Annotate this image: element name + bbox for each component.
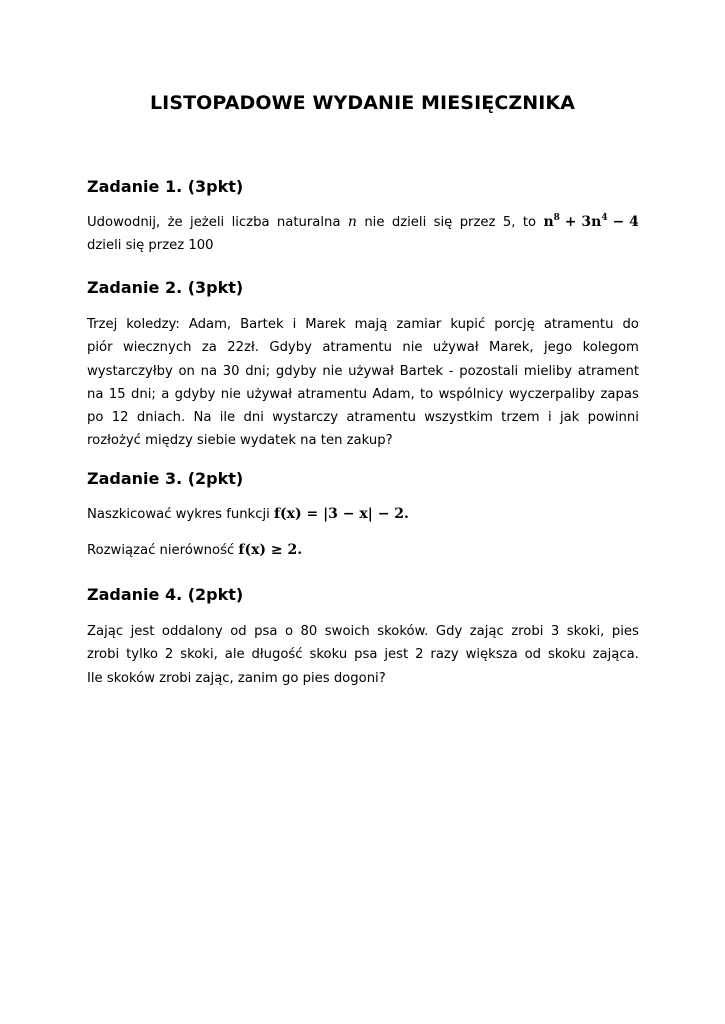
word: kupić bbox=[450, 317, 486, 332]
word: skoku bbox=[547, 647, 586, 663]
word: Adam, bbox=[372, 386, 415, 402]
word: zrobi bbox=[87, 647, 120, 663]
task-3 bbox=[87, 469, 639, 563]
word: trzem bbox=[501, 410, 540, 426]
task-2-line-1-text bbox=[87, 313, 639, 336]
word: on bbox=[178, 363, 195, 379]
word: zamiar bbox=[396, 317, 442, 332]
word: gdyby bbox=[275, 363, 317, 379]
word: porcję bbox=[494, 317, 535, 332]
word: wiecznych bbox=[122, 340, 192, 356]
word: 2 bbox=[415, 647, 424, 663]
task-1-line-1 bbox=[87, 211, 639, 234]
word: piór bbox=[87, 340, 113, 356]
task-4-line-1 bbox=[87, 620, 639, 643]
word: skoki, bbox=[566, 624, 605, 639]
word: 3 bbox=[550, 624, 560, 639]
word: zrobi bbox=[511, 624, 544, 639]
word: Adam, bbox=[188, 317, 232, 332]
word: razy bbox=[430, 647, 459, 663]
task-2-line-3-text bbox=[87, 360, 639, 383]
word: i bbox=[547, 410, 552, 426]
task-3-heading: Zadanie 3. (2pkt) bbox=[87, 469, 244, 488]
word: Zając bbox=[87, 624, 124, 639]
word: po bbox=[87, 410, 104, 426]
word: Bartek bbox=[240, 317, 284, 332]
word: 22zł. bbox=[227, 340, 259, 356]
word: Trzej bbox=[87, 317, 118, 332]
word: wyczerpaliby bbox=[508, 386, 596, 402]
word: skoków. bbox=[377, 624, 429, 639]
word: mieliby bbox=[523, 363, 573, 379]
word: używał bbox=[432, 340, 479, 356]
task-2-line-5 bbox=[87, 406, 639, 429]
task-4-text bbox=[87, 620, 639, 690]
task-2-line-2 bbox=[87, 336, 639, 359]
task-4-line-1-text bbox=[87, 620, 639, 643]
word: do bbox=[622, 317, 639, 332]
word: - bbox=[448, 363, 454, 379]
word: atramentu bbox=[322, 340, 392, 356]
word: nie bbox=[322, 363, 343, 379]
exponent: 4 bbox=[601, 213, 608, 223]
word: atramentu bbox=[543, 317, 614, 332]
word: psa bbox=[254, 624, 278, 639]
word: to bbox=[420, 386, 434, 402]
word: gdyby bbox=[174, 386, 216, 402]
word: 15 bbox=[108, 386, 126, 402]
word: oddalony bbox=[161, 624, 223, 639]
word: jest bbox=[384, 647, 409, 663]
word: Gdy bbox=[435, 624, 463, 639]
word: liczba bbox=[231, 215, 270, 230]
task-1-expression: $n^8 + 3n^4 - 4$ bbox=[543, 213, 639, 230]
word: pies bbox=[611, 624, 639, 639]
word: tylko bbox=[126, 647, 158, 663]
word: Na bbox=[193, 410, 212, 426]
word: używał bbox=[348, 363, 394, 379]
word: wszystkim bbox=[424, 410, 493, 426]
word: dniach. bbox=[136, 410, 186, 426]
word: wystarczyłby bbox=[87, 363, 173, 379]
word: na bbox=[87, 386, 104, 402]
word: ile bbox=[219, 410, 236, 426]
task-2 bbox=[87, 278, 639, 453]
word: 12 bbox=[111, 410, 129, 426]
task-1 bbox=[87, 177, 639, 258]
word: 2 bbox=[164, 647, 174, 663]
word: się bbox=[433, 215, 453, 230]
word: atramentu bbox=[297, 386, 367, 402]
task-3-part-1-text: Naszkicować wykres funkcji bbox=[87, 507, 270, 522]
task-3-part-1 bbox=[87, 503, 639, 526]
task-2-line-4-text bbox=[87, 383, 639, 406]
word: 5, bbox=[502, 215, 516, 230]
word: atrament bbox=[577, 363, 639, 379]
word: nie bbox=[364, 215, 385, 230]
word: psa bbox=[354, 647, 378, 663]
word: jest bbox=[130, 624, 155, 639]
task-4-line-2-text bbox=[87, 643, 639, 666]
word: przez bbox=[459, 215, 496, 230]
task-4 bbox=[87, 585, 639, 690]
word: od bbox=[524, 647, 542, 663]
task-4-line-2 bbox=[87, 643, 639, 666]
word: kolegom bbox=[582, 340, 639, 356]
word: i bbox=[292, 317, 297, 332]
word: zająca. bbox=[592, 647, 639, 663]
document-title: LISTOPADOWE WYDANIE MIESIĘCZNIKA bbox=[149, 92, 576, 114]
word: koledzy: bbox=[126, 317, 180, 332]
word: zając bbox=[469, 624, 504, 639]
task-3-part-2-expression: f(x) ≥ 2. bbox=[238, 542, 303, 559]
word: wspólnicy bbox=[438, 386, 504, 402]
task-3-part-1-expression: f(x) = |3 − x| − 2. bbox=[273, 506, 409, 522]
word: Gdyby bbox=[269, 340, 312, 356]
word: Bartek bbox=[399, 363, 444, 379]
word: dzieli bbox=[391, 215, 427, 230]
task-2-text bbox=[87, 313, 639, 453]
word: Marek, bbox=[489, 340, 534, 356]
word: naturalna bbox=[276, 215, 341, 230]
task-4-heading: Zadanie 4. (2pkt) bbox=[87, 585, 244, 604]
word: dni bbox=[243, 410, 264, 426]
task-1-text bbox=[87, 211, 639, 258]
task-1-heading: Zadanie 1. (3pkt) bbox=[87, 177, 244, 196]
task-2-line-5-text bbox=[87, 406, 639, 429]
word: dni; bbox=[130, 386, 156, 402]
word: o bbox=[284, 624, 294, 639]
word: za bbox=[201, 340, 217, 356]
task-2-line-4 bbox=[87, 383, 639, 406]
word: Udowodnij, bbox=[87, 215, 161, 230]
word: nie bbox=[402, 340, 423, 356]
task-2-line-3 bbox=[87, 360, 639, 383]
task-2-line-1 bbox=[87, 313, 639, 336]
word: a bbox=[161, 386, 170, 402]
exponent: 8 bbox=[553, 213, 560, 223]
word: dni; bbox=[245, 363, 271, 379]
task-2-line-2-text bbox=[87, 336, 639, 359]
word: od bbox=[230, 624, 247, 639]
word: powinni bbox=[587, 410, 639, 426]
task-3-part-2 bbox=[87, 539, 639, 562]
word: swoich bbox=[324, 624, 370, 639]
word: ale bbox=[224, 647, 245, 663]
word: Marek bbox=[305, 317, 346, 332]
word: skoki, bbox=[180, 647, 218, 663]
task-2-line-6: rozłożyć między siebie wydatek na ten zakup? bbox=[87, 433, 393, 449]
word: używał bbox=[246, 386, 292, 402]
word: skoku bbox=[309, 647, 348, 663]
word: większa bbox=[465, 647, 518, 663]
word: jego bbox=[543, 340, 573, 356]
task-1-variable: n bbox=[347, 214, 357, 230]
word: to bbox=[522, 215, 537, 230]
word: jak bbox=[559, 410, 580, 426]
word: wystarczy bbox=[272, 410, 339, 426]
task-1-line-2: dzieli się przez 100 bbox=[87, 238, 214, 254]
task-2-heading: Zadanie 2. (3pkt) bbox=[87, 278, 244, 297]
word: jeżeli bbox=[190, 215, 225, 230]
word: nie bbox=[220, 386, 241, 402]
word: długość bbox=[251, 647, 303, 663]
task-4-line-3: Ile skoków zrobi zając, zanim go pies dogoni? bbox=[87, 670, 386, 686]
word: 30 bbox=[222, 363, 240, 379]
word: zapas bbox=[600, 386, 639, 402]
task-3-part-2-text: Rozwiązać nierówność bbox=[87, 543, 235, 559]
word: atramentu bbox=[346, 410, 416, 426]
word: na bbox=[200, 363, 218, 379]
word: mają bbox=[354, 317, 388, 332]
word: pozostali bbox=[459, 363, 519, 379]
word: 80 bbox=[300, 624, 318, 639]
word: że bbox=[167, 215, 183, 230]
